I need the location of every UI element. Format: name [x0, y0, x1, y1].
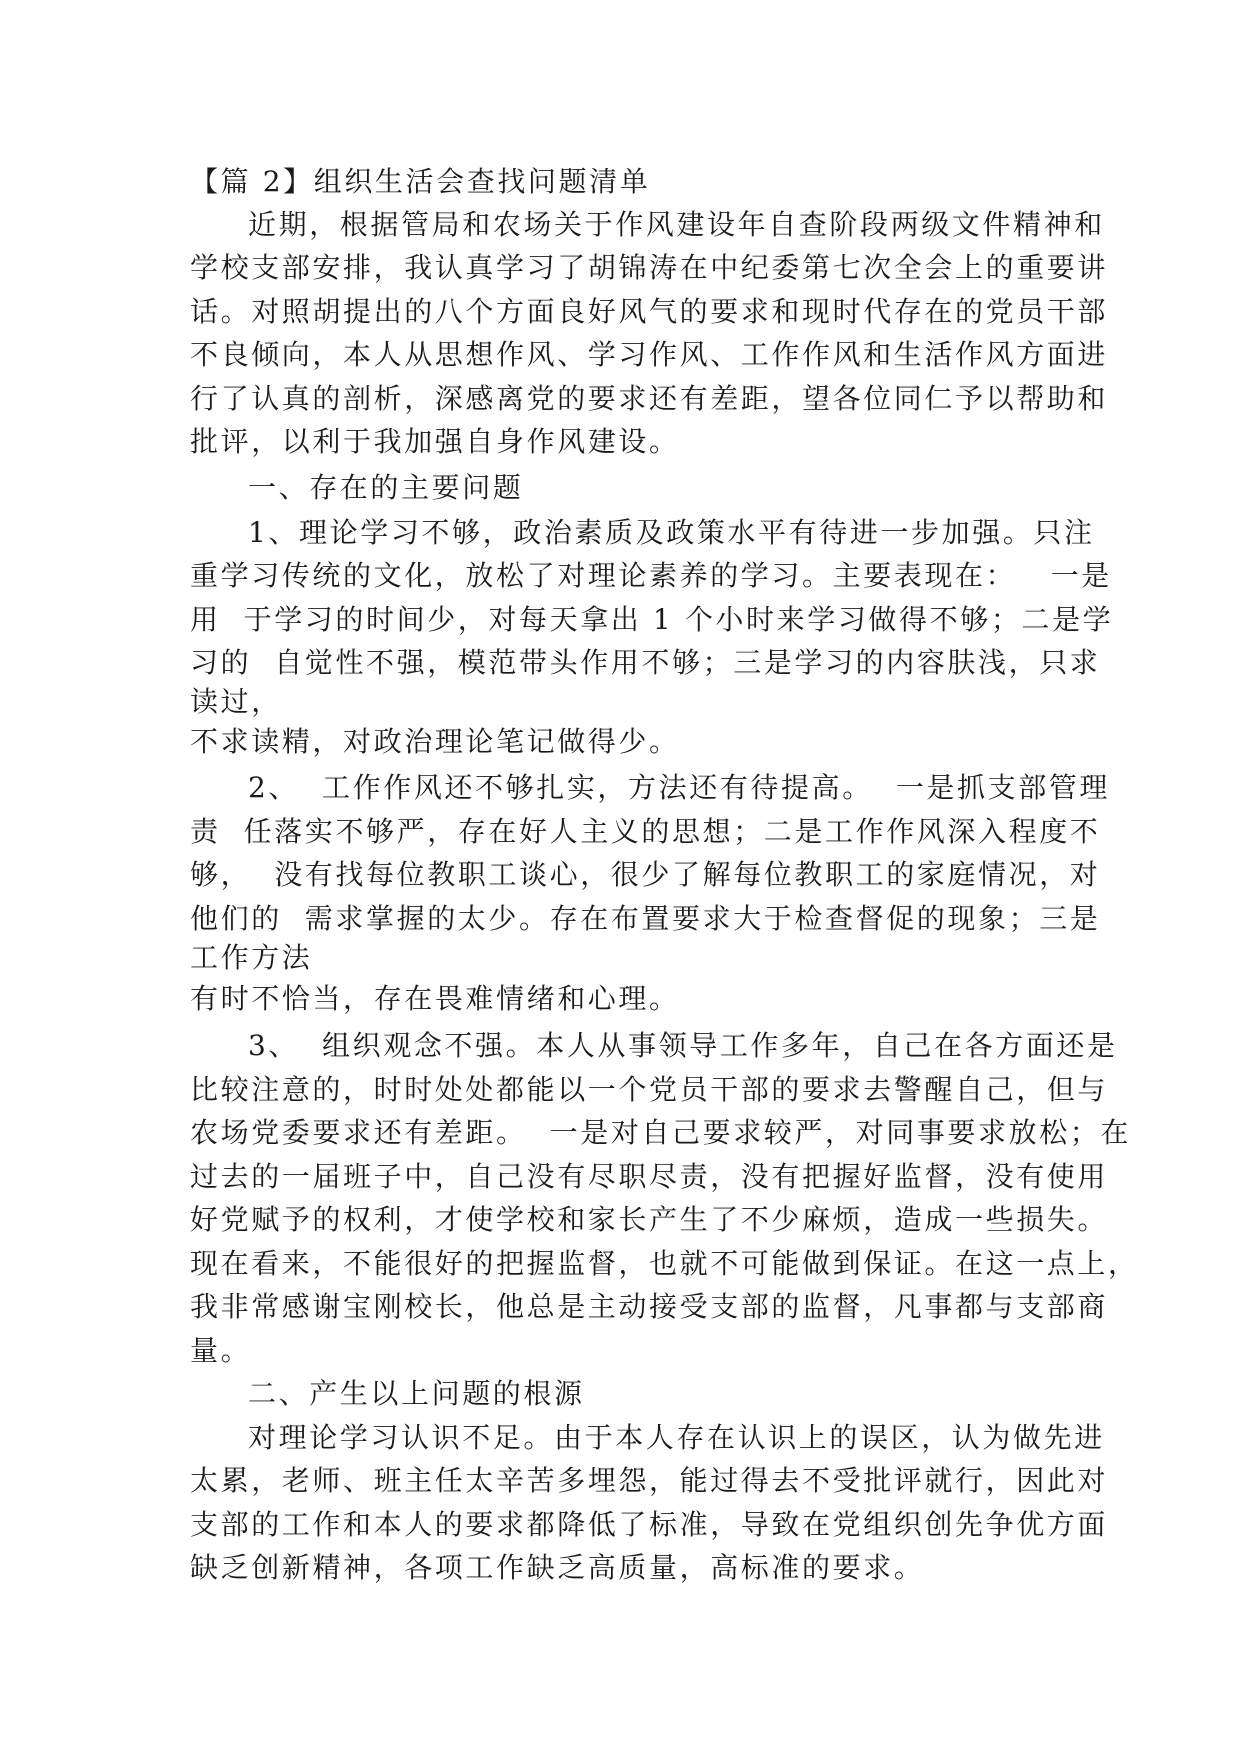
paragraph-line: 重学习传统的文化，放松了对理论素养的学习。主要表现在： 一是 [190, 559, 1112, 592]
paragraph-line: 现在看来，不能很好的把握监督，也就不可能做到保证。在这一点上， [190, 1247, 1139, 1280]
document-title: 【篇 2】组织生活会查找问题清单 [190, 165, 651, 198]
paragraph-line: 缺乏创新精神，各项工作缺乏高质量，高标准的要求。 [190, 1551, 925, 1584]
paragraph-line: 2、 工作作风还不够扎实，方法还有待提高。 一是抓支部管理 [248, 771, 1111, 804]
paragraph-line: 学校支部安排，我认真学习了胡锦涛在中纪委第七次全会上的重要讲 [190, 251, 1109, 284]
paragraph-line: 不良倾向，本人从思想作风、学习作风、工作作风和生活作风方面进 [190, 338, 1109, 371]
section-heading: 二、产生以上问题的根源 [248, 1377, 585, 1410]
paragraph-line: 有时不恰当，存在畏难情绪和心理。 [190, 982, 680, 1015]
paragraph-line: 工作方法 [190, 941, 313, 974]
paragraph-line: 对理论学习认识不足。由于本人存在认识上的误区，认为做先进 [248, 1421, 1105, 1454]
paragraph-line: 行了认真的剖析，深感离党的要求还有差距，望各位同仁予以帮助和 [190, 382, 1109, 415]
paragraph-line: 用 于学习的时间少，对每天拿出 1 个小时来学习做得不够；二是学 [190, 603, 1114, 636]
paragraph-line: 读过， [190, 685, 282, 718]
paragraph-line: 近期，根据管局和农场关于作风建设年自查阶段两级文件精神和 [248, 208, 1105, 241]
paragraph-line: 责 任落实不够严，存在好人主义的思想；二是工作作风深入程度不 [190, 815, 1101, 848]
paragraph-line: 够， 没有找每位教职工谈心，很少了解每位教职工的家庭情况，对 [190, 858, 1101, 891]
paragraph-line: 话。对照胡提出的八个方面良好风气的要求和现时代存在的党员干部 [190, 295, 1109, 328]
paragraph-line: 1、理论学习不够，政治素质及政策水平有待进一步加强。只注 [248, 516, 1095, 549]
paragraph-line: 批评，以利于我加强自身作风建设。 [190, 425, 680, 458]
paragraph-line: 过去的一届班子中，自己没有尽职尽责，没有把握好监督，没有使用 [190, 1160, 1109, 1193]
section-heading: 一、存在的主要问题 [248, 471, 524, 504]
paragraph-line: 不求读精，对政治理论笔记做得少。 [190, 725, 680, 758]
paragraph-line: 他们的 需求掌握的太少。存在布置要求大于检查督促的现象；三是 [190, 902, 1101, 935]
paragraph-line: 好党赋予的权利，才使学校和家长产生了不少麻烦，造成一些损失。 [190, 1203, 1109, 1236]
paragraph-line: 太累，老师、班主任太辛苦多埋怨，能过得去不受批评就行，因此对 [190, 1464, 1109, 1497]
paragraph-line: 支部的工作和本人的要求都降低了标准，导致在党组织创先争优方面 [190, 1508, 1109, 1541]
paragraph-line: 比较注意的，时时处处都能以一个党员干部的要求去警醒自己，但与 [190, 1073, 1109, 1106]
paragraph-line: 3、 组织观念不强。本人从事领导工作多年，自己在各方面还是 [248, 1029, 1118, 1062]
paragraph-line: 我非常感谢宝刚校长，他总是主动接受支部的监督，凡事都与支部商 [190, 1290, 1109, 1323]
paragraph-line: 量。 [190, 1334, 252, 1367]
paragraph-line: 农场党委要求还有差距。 一是对自己要求较严，对同事要求放松；在 [190, 1116, 1132, 1149]
paragraph-line: 习的 自觉性不强，模范带头作用不够；三是学习的内容肤浅，只求 [190, 646, 1101, 679]
